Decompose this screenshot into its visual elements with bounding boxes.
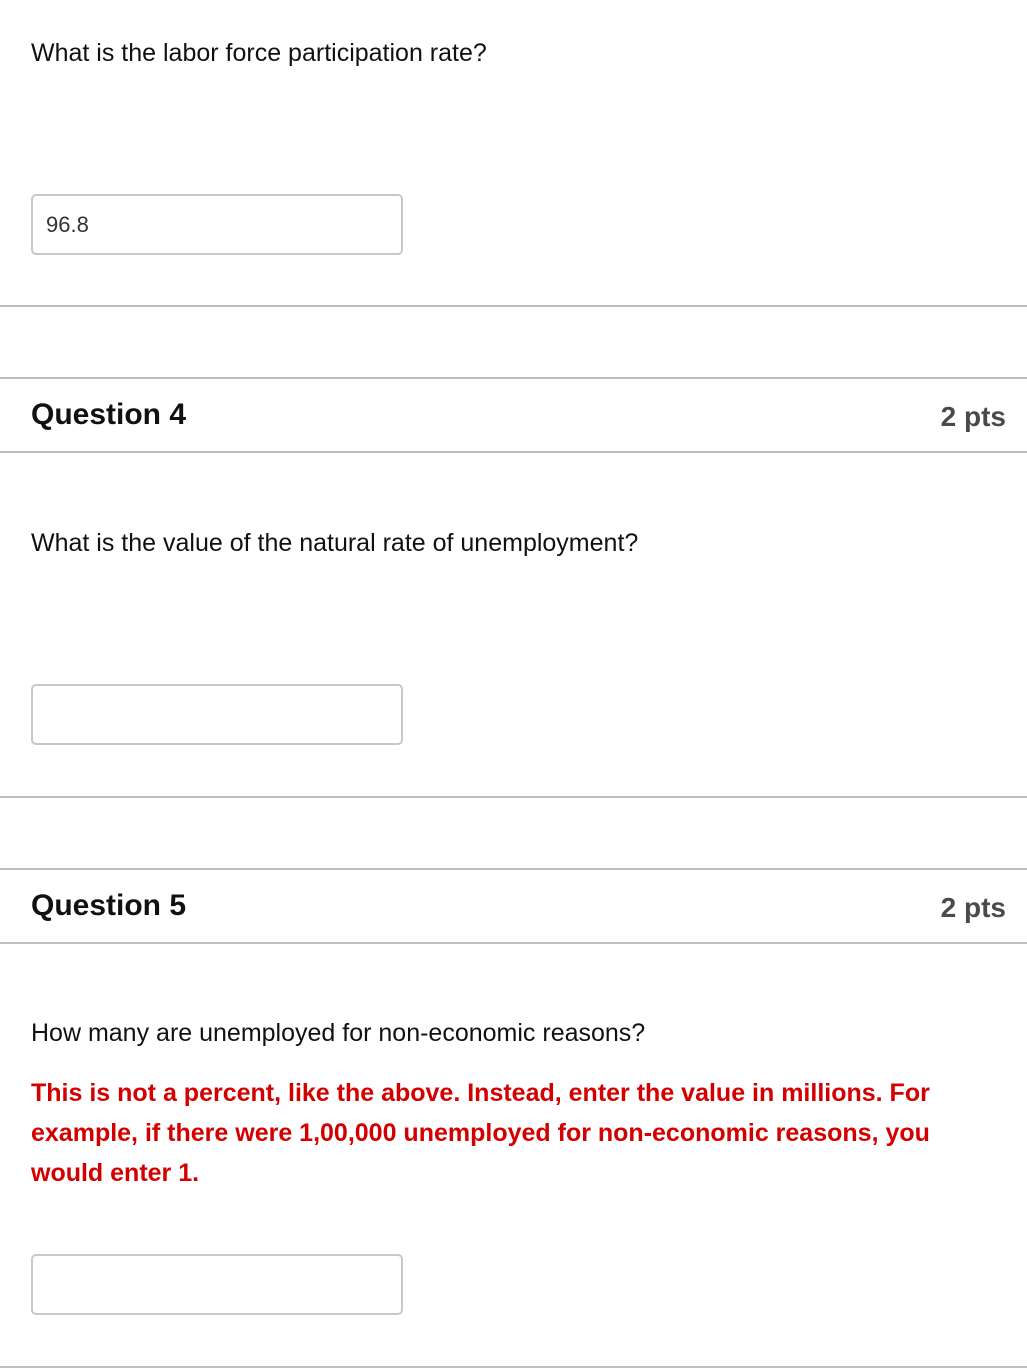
question-4-points: 2 pts — [940, 401, 1006, 432]
question-5-points: 2 pts — [940, 892, 1006, 923]
question-5-instruction-note: This is not a percent, like the above. Instead, enter the value in millions. For example, if there were 1,00,000 unemployed for non-economic reasons, you would enter 1. — [31, 1079, 930, 1187]
question-4-bottom-divider — [0, 796, 1027, 798]
question-3-answer-input[interactable] — [31, 194, 403, 255]
question-5-header — [0, 868, 1027, 944]
question-5-bottom-divider — [0, 1366, 1027, 1368]
question-4-prompt: What is the value of the natural rate of unemployment? — [31, 529, 639, 557]
question-4-answer-input[interactable] — [31, 684, 403, 745]
question-3-prompt: What is the labor force participation rate? — [31, 39, 487, 67]
question-4-title: Question 4 — [31, 398, 187, 431]
question-5-title: Question 5 — [31, 889, 187, 922]
question-5-prompt: How many are unemployed for non-economic reasons? — [31, 1019, 646, 1047]
question-3-bottom-divider — [0, 305, 1027, 307]
question-4-header — [0, 377, 1027, 453]
question-5-answer-input[interactable] — [31, 1254, 403, 1315]
